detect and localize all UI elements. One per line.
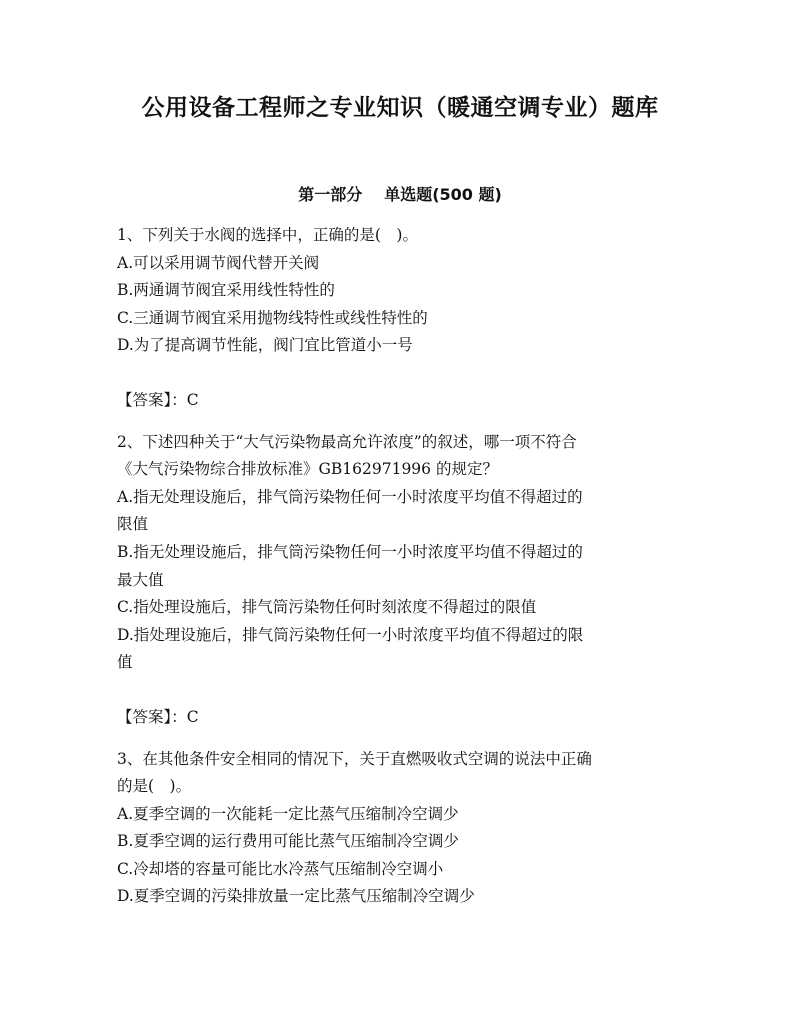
option-b-continued: 最大值 [117,570,164,589]
answer: 【答案】：C [117,390,199,409]
question-stem: 1、下列关于水阀的选择中，正确的是( )。 [117,226,418,244]
section-heading [0,184,800,206]
question-1 [117,222,687,415]
option-a: A.可以采用调节阀代替开关阀 [117,253,320,272]
question-stem: 2、下述四种关于“大气污染物最高允许浓度”的叙述，哪一项不符合 [117,432,577,451]
question-stem: 3、在其他条件安全相同的情况下，关于直燃吸收式空调的说法中正确 [117,749,592,768]
question-stem-continued: 《大气污染物综合排放标准》GB162971996 的规定？ [117,460,498,479]
section-type: 单选题(500 题) [384,185,502,204]
question-3 [117,746,687,912]
answer: 【答案】：C [117,707,199,726]
option-c: C.三通调节阀宜采用抛物线特性或线性特性的 [117,308,428,327]
question-2 [117,429,687,732]
option-a-continued: 限值 [117,515,149,534]
document-title: 公用设备工程师之专业知识（暖通空调专业）题库 [141,95,659,121]
option-a: A.夏季空调的一次能耗一定比蒸气压缩制冷空调少 [117,804,459,823]
option-c: C.指处理设施后，排气筒污染物任何时刻浓度不得超过的限值 [117,598,537,617]
option-b: B.指无处理设施后，排气筒污染物任何一小时浓度平均值不得超过的 [117,542,583,561]
option-a: A.指无处理设施后，排气筒污染物任何一小时浓度平均值不得超过的 [117,487,583,506]
section-part: 第一部分 [298,185,363,204]
option-d: D.指处理设施后，排气筒污染物任何一小时浓度平均值不得超过的限 [117,625,584,644]
question-list [117,222,687,911]
option-c: C.冷却塔的容量可能比水冷蒸气压缩制冷空调小 [117,859,444,878]
option-b: B.夏季空调的运行费用可能比蒸气压缩制冷空调少 [117,832,459,851]
question-stem-continued: 的是( )。 [117,777,192,796]
option-d-continued: 值 [117,653,133,672]
option-b: B.两通调节阀宜采用线性特性的 [117,281,335,300]
option-d: D.夏季空调的污染排放量一定比蒸气压缩制冷空调少 [117,887,475,906]
option-d: D.为了提高调节性能，阀门宜比管道小一号 [117,336,413,355]
